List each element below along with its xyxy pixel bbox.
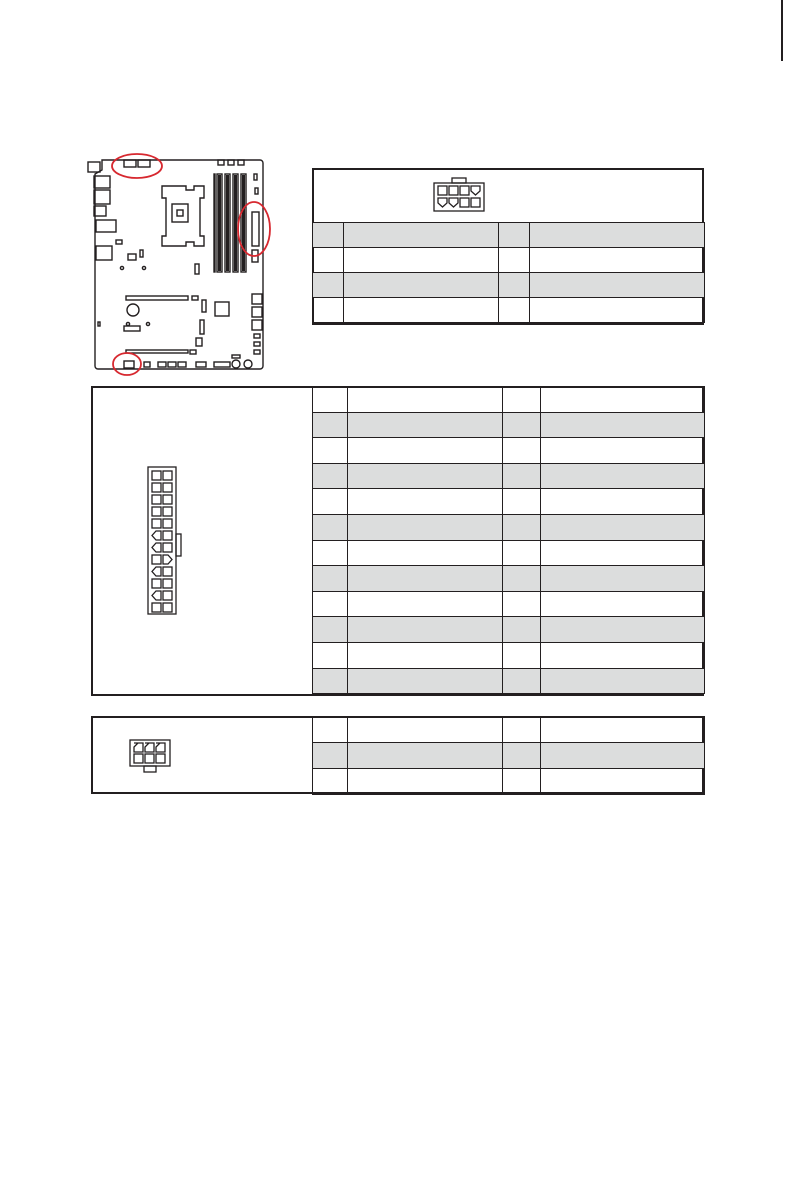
pin-number-cell bbox=[313, 248, 344, 273]
8-pin-connector-icon bbox=[432, 177, 486, 213]
table-row bbox=[313, 273, 705, 298]
pin-number-cell bbox=[499, 248, 530, 273]
table-row bbox=[313, 514, 705, 540]
table-row bbox=[313, 387, 705, 413]
pin-number-cell bbox=[499, 298, 530, 323]
pin-signal-cell bbox=[344, 248, 499, 273]
aux-power-pin-table bbox=[312, 716, 705, 795]
table-row bbox=[313, 438, 705, 464]
table-row bbox=[313, 566, 705, 592]
table-row bbox=[313, 489, 705, 515]
table-row bbox=[313, 642, 705, 668]
table-row bbox=[313, 769, 705, 795]
cpu-power-pin-table bbox=[312, 222, 705, 323]
pin-number-cell bbox=[313, 273, 344, 298]
6-pin-connector-icon bbox=[128, 738, 172, 774]
motherboard-diagram-icon bbox=[84, 150, 274, 376]
pin-signal-cell bbox=[344, 298, 499, 323]
pin-signal-cell bbox=[530, 273, 705, 298]
pin-number-cell bbox=[499, 273, 530, 298]
pin-number-cell bbox=[313, 298, 344, 323]
table-row bbox=[313, 298, 705, 323]
table-row bbox=[313, 540, 705, 566]
table-row bbox=[313, 223, 705, 248]
table-row bbox=[313, 743, 705, 769]
pin-signal-cell bbox=[344, 223, 499, 248]
table-row bbox=[313, 668, 705, 694]
table-row bbox=[313, 717, 705, 743]
page-edge-marker bbox=[781, 0, 783, 61]
table-row bbox=[313, 617, 705, 643]
pin-number-cell bbox=[499, 223, 530, 248]
pin-signal-cell bbox=[344, 273, 499, 298]
pin-signal-cell bbox=[530, 298, 705, 323]
24-pin-connector-icon bbox=[146, 466, 186, 616]
table-row bbox=[313, 248, 705, 273]
table-row bbox=[313, 591, 705, 617]
table-row bbox=[313, 412, 705, 438]
atx-power-pin-table bbox=[312, 386, 705, 694]
table-row bbox=[313, 463, 705, 489]
pin-number-cell bbox=[313, 223, 344, 248]
pin-signal-cell bbox=[530, 223, 705, 248]
pin-signal-cell bbox=[530, 248, 705, 273]
